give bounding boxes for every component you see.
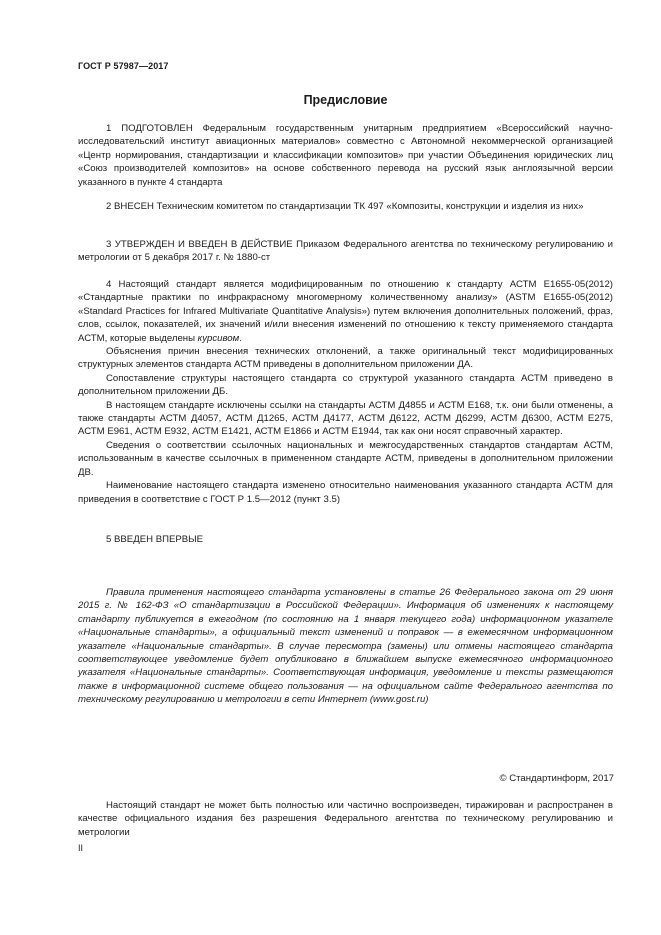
reproduction-notice: Настоящий стандарт не может быть полностью или частично воспроизведен, тиражирован и распространен в качестве официального издания без разрешения Федерального агентства по техническому регулированию и метрологии	[78, 800, 613, 838]
standard-id-header: ГОСТ Р 57987—2017	[78, 61, 169, 71]
item-4-paragraph-2: Объяснения причин внесения технических отклонений, а также оригинальный текст модифицированных структурных элементов стандарта АСТМ приведены в дополнительном приложении ДА.	[78, 346, 613, 371]
notice-block	[78, 586, 613, 707]
item-4-paragraph-1	[78, 278, 613, 345]
item-4-paragraph-5: Сведения о соответствии ссылочных национальных и межгосударственных стандартов стандартам АСТМ, использованным в качестве ссылочных в примененном стандарте АСТМ, приведены в дополнительном приложении ДВ.	[78, 439, 613, 478]
item-4-p1-end: .	[239, 332, 242, 344]
item-4-paragraph-4: В настоящем стандарте исключены ссылки на стандарты АСТМ Д4855 и АСТМ Е168, т.к. они были отменены, а также стандарты АСТМ Д4057, АСТМ Д1265, АСТМ Д4177, АСТМ Д6122, АСТМ Д6299, АСТМ Д6300, АСТМ Е275, АСТМ Е961, АСТМ Е932, АСТМ Е1421, АСТМ Е1866 и АСТМ Е1944, так как они носят справочный характер.	[78, 399, 613, 438]
item-4-paragraph-3: Сопоставление структуры настоящего стандарта со структурой указанного стандарта АСТМ приведено в дополнительном приложении ДБ.	[78, 372, 613, 398]
standardization-notice: Правила применения настоящего стандарта установлены в статье 26 Федерального закона от 29 июня 2015 г. № 162-ФЗ «О стандартизации в Российской Федерации». Информация об изменениях к настоящему стандарту публикуется в ежегодном (по состоянию на 1 января текущего года) информационном указателе «Национальные стандарты», а официальный текст изменений и поправок — в ежемесячном информационном указателе «Национальные стандарты». В случае пересмотра (замены) или отмены настоящего стандарта соответствующее уведомление будет опубликовано в ближайшем выпуске ежемесячного информационного указателя «Национальные стандарты». Соответствующая информация, уведомление и тексты размещаются также в информационной системе общего пользования — на официальном сайте Федерального агентства по техническому регулированию и метрологии в сети Интернет (www.gost.ru)	[78, 587, 613, 706]
page-number: II	[78, 843, 84, 853]
item-3	[78, 238, 613, 265]
page-title: Предисловие	[303, 93, 388, 107]
item-4-p1-italic: курсивом	[197, 332, 240, 344]
item-3-text: 3 УТВЕРЖДЕН И ВВЕДЕН В ДЕЙСТВИЕ Приказом Федерального агентства по техническому регулированию и метрологии от 5 декабря 2017 г. № 1880-ст	[78, 239, 613, 264]
reproduction-block	[78, 799, 613, 839]
copyright: © Стандартинформ, 2017	[499, 773, 614, 784]
item-5	[78, 533, 613, 546]
item-5-text: 5 ВВЕДЕН ВПЕРВЫЕ	[106, 534, 204, 545]
item-4-paragraph-6: Наименование настоящего стандарта изменено относительно наименования указанного стандарта АСТМ для приведения в соответствие с ГОСТ Р 1.5—2012 (пункт 3.5)	[78, 480, 613, 505]
item-2-text: 2 ВНЕСЕН Техническим комитетом по стандартизации ТК 497 «Композиты, конструкции и изделия из них»	[106, 201, 584, 212]
item-2	[78, 200, 613, 213]
item-4-p1-text: 4 Настоящий стандарт является модифицированным по отношению к стандарту АСТМ Е1655-05(2012) «Стандартные практики по инфракрасному многомерному количественному анализу» (ASTM E1655-05(2012) «Standard Practices for Infrared Multivariate Quantitative Analysis») путем включения дополнительных положений, фраз, слов, ссылок, показателей, их значений и/или внесения изменений по отношению к тексту применяемого стандарта АСТМ, которые выделены	[78, 279, 613, 344]
item-4	[78, 278, 613, 506]
item-1	[78, 122, 613, 189]
item-1-text: 1 ПОДГОТОВЛЕН Федеральным государственным унитарным предприятием «Всероссийский научно-исследовательский институт авиационных материалов» совместно с Автономной некоммерческой организацией «Центр нормирования, стандартизации и классификации композитов» при участии Объединения юридических лиц «Союз производителей композитов» на основе собственного перевода на русский язык англоязычной версии указанного в пункте 4 стандарта	[78, 123, 613, 188]
